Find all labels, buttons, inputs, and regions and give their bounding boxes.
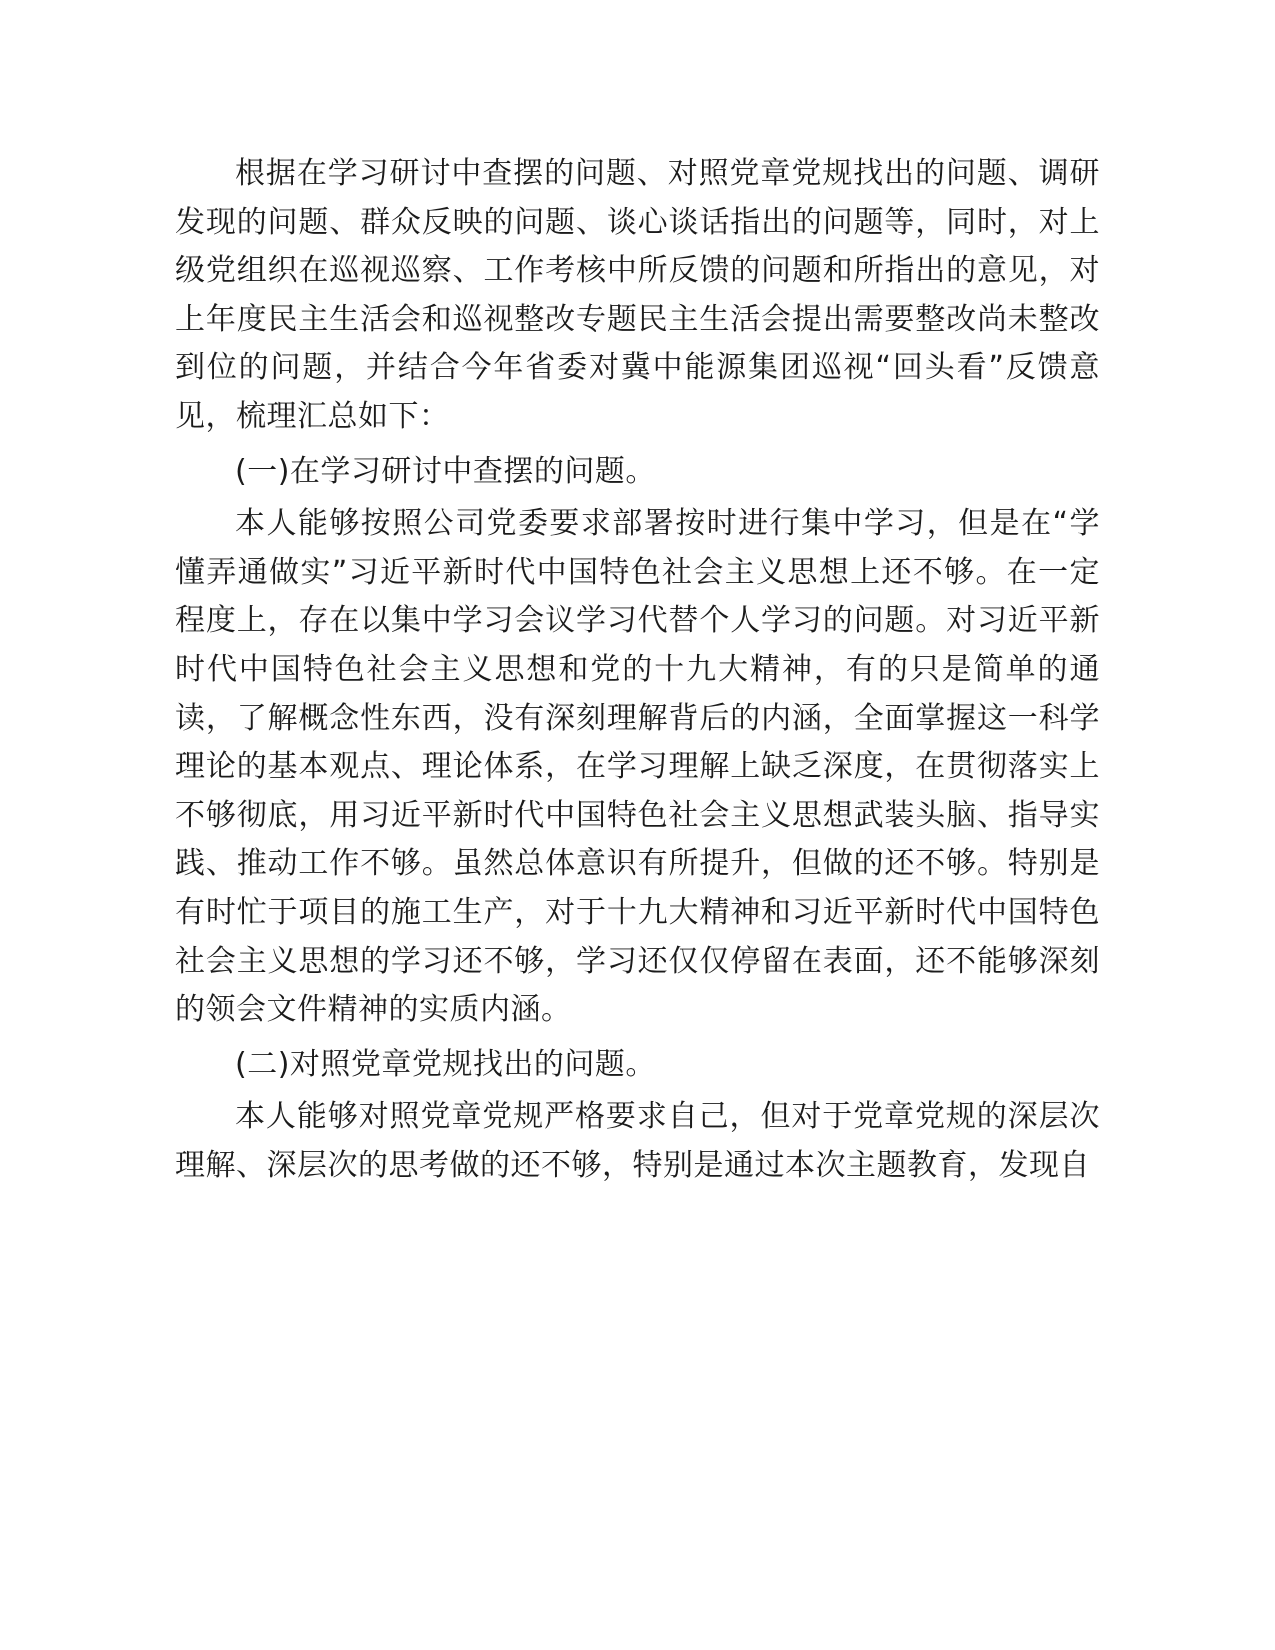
section-heading-one: (一)在学习研讨中查摆的问题。 (235, 453, 656, 489)
document-body (175, 150, 1100, 1190)
paragraph-intro: 根据在学习研讨中查摆的问题、对照党章党规找出的问题、调研发现的问题、群众反映的问题、谈心谈话指出的问题等，同时，对上级党组织在巡视巡察、工作考核中所反馈的问题和所指出的意见，对上年度民主生活会和巡视整改专题民主生活会提出需要整改尚未整改到位的问题，并结合今年省委对冀中能源集团巡视“回头看”反馈意见，梳理汇总如下： (175, 156, 1100, 434)
paragraph-section-two-body: 本人能够对照党章党规严格要求自己，但对于党章党规的深层次理解、深层次的思考做的还不够，特别是通过本次主题教育，发现自 (175, 1099, 1100, 1183)
paragraph-section-one-body: 本人能够按照公司党委要求部署按时进行集中学习，但是在“学懂弄通做实”习近平新时代中国特色社会主义思想上还不够。在一定程度上，存在以集中学习会议学习代替个人学习的问题。对习近平新时代中国特色社会主义思想和党的十九大精神，有的只是简单的通读，了解概念性东西，没有深刻理解背后的内涵，全面掌握这一科学理论的基本观点、理论体系，在学习理解上缺乏深度，在贯彻落实上不够彻底，用习近平新时代中国特色社会主义思想武装头脑、指导实践、推动工作不够。虽然总体意识有所提升，但做的还不够。特别是有时忙于项目的施工生产，对于十九大精神和习近平新时代中国特色社会主义思想的学习还不够，学习还仅仅停留在表面，还不能够深刻的领会文件精神的实质内涵。 (175, 506, 1100, 1028)
section-heading-two: (二)对照党章党规找出的问题。 (235, 1046, 656, 1082)
